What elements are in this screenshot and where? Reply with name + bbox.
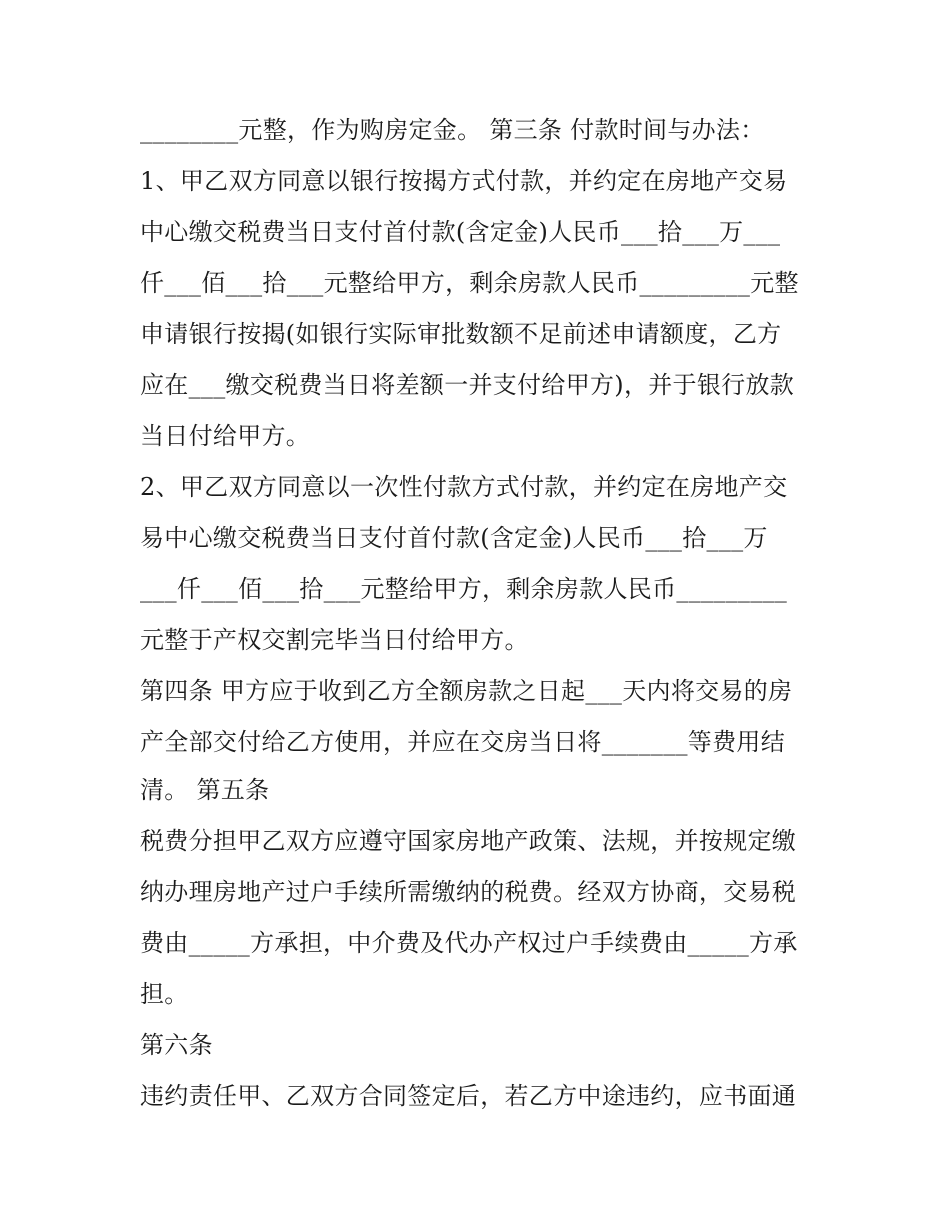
text-line: 当日付给甲方。 (140, 422, 311, 450)
text-line: 税费分担甲乙双方应遵守国家房地产政策、法规，并按规定缴 (140, 827, 797, 855)
text-line: 1、甲乙双方同意以银行按揭方式付款，并约定在房地产交易 (140, 167, 788, 195)
text-line: 中心缴交税费当日支付首付款(含定金)人民币___拾___万___ (140, 218, 781, 246)
text-line: 纳办理房地产过户手续所需缴纳的税费。经双方协商，交易税 (140, 878, 797, 906)
text-line: 清。 第五条 (140, 776, 270, 804)
text-line: 担。 (140, 980, 189, 1008)
text-line: 违约责任甲、乙双方合同签定后，若乙方中途违约，应书面通 (140, 1082, 797, 1110)
text-line: 仟___佰___拾___元整给甲方，剩余房款人民币_________元整 (140, 269, 799, 297)
text-line: 应在___缴交税费当日将差额一并支付给甲方)，并于银行放款 (140, 371, 795, 399)
text-line: 产全部交付给乙方使用，并应在交房当日将_______等费用结 (140, 728, 785, 756)
text-line: 费由_____方承担，中介费及代办产权过户手续费由_____方承 (140, 929, 798, 957)
text-line: 2、甲乙双方同意以一次性付款方式付款，并约定在房地产交 (140, 473, 788, 501)
text-line: 第六条 (140, 1031, 213, 1059)
text-line: 申请银行按揭(如银行实际审批数额不足前述申请额度，乙方 (140, 320, 782, 348)
text-line: ___仟___佰___拾___元整给甲方，剩余房款人民币_________ (140, 575, 788, 603)
text-line: 第四条 甲方应于收到乙方全额房款之日起___天内将交易的房 (140, 677, 793, 705)
text-line: 易中心缴交税费当日支付首付款(含定金)人民币___拾___万 (140, 524, 768, 552)
text-line: ________元整，作为购房定金。 第三条 付款时间与办法： (140, 116, 765, 144)
text-line: 元整于产权交割完毕当日付给甲方。 (140, 626, 529, 654)
